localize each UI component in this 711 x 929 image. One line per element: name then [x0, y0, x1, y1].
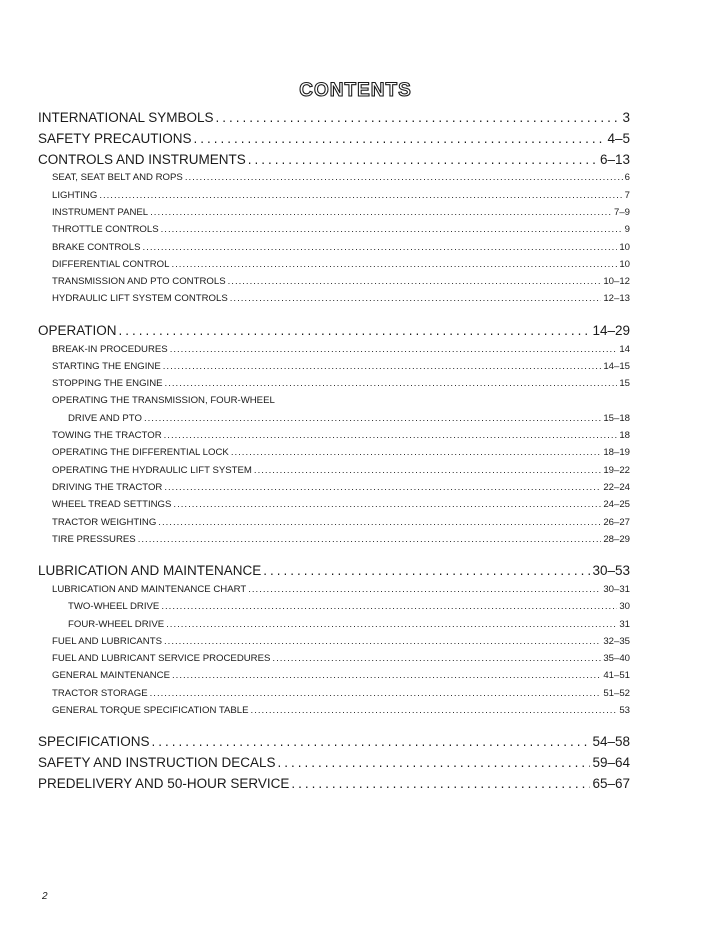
dot-leader	[161, 224, 623, 235]
toc-entry-label: TIRE PRESSURES	[52, 533, 136, 545]
toc-entry-page: 35–40	[603, 653, 630, 665]
toc-entry-page: 18–19	[603, 447, 630, 459]
toc-entry	[38, 447, 630, 464]
toc-entry-label: TRACTOR WEIGHTING	[52, 516, 157, 528]
toc-entry-label: CONTROLS AND INSTRUMENTS	[38, 151, 246, 167]
toc-entry-label: SPECIFICATIONS	[38, 734, 150, 750]
toc-entry-page: 26–27	[603, 516, 630, 528]
toc-entry-label: LUBRICATION AND MAINTENANCE	[38, 563, 262, 579]
toc-entry-page: 9	[624, 224, 630, 236]
toc-entry	[38, 207, 630, 224]
dot-leader	[173, 499, 601, 510]
toc-section-entry	[38, 755, 630, 776]
toc-entry	[38, 688, 630, 705]
toc-entry-page: 15	[619, 378, 630, 390]
toc-section-entry	[38, 152, 630, 173]
dot-leader	[161, 601, 617, 612]
dot-leader	[251, 705, 618, 716]
dot-leader	[164, 482, 601, 493]
dot-leader	[170, 344, 618, 355]
toc-entry-page: 15–18	[603, 412, 630, 424]
table-of-contents	[38, 110, 630, 797]
toc-entry-page: 12–13	[603, 293, 630, 305]
toc-entry-label: TRANSMISSION AND PTO CONTROLS	[52, 276, 226, 288]
dot-leader	[150, 688, 602, 699]
dot-leader	[164, 430, 618, 441]
toc-entry-page: 6–13	[599, 151, 630, 167]
toc-entry-label: THROTTLE CONTROLS	[52, 224, 159, 236]
toc-entry-page: 14	[619, 343, 630, 355]
toc-entry-label: STOPPING THE ENGINE	[52, 378, 163, 390]
toc-entry-label: FUEL AND LUBRICANTS	[52, 635, 162, 647]
toc-entry-page: 14–15	[603, 360, 630, 372]
toc-entry	[38, 636, 630, 653]
toc-entry-page: 31	[619, 618, 630, 630]
toc-entry-label: TOWING THE TRACTOR	[52, 430, 162, 442]
toc-entry-page: 30–31	[603, 583, 630, 595]
toc-entry-page: 10–12	[603, 276, 630, 288]
toc-entry-label: GENERAL TORQUE SPECIFICATION TABLE	[52, 705, 249, 716]
toc-entry-page: 6	[624, 172, 630, 184]
toc-entry-page: 14–29	[592, 322, 630, 338]
toc-entry-label: BREAK-IN PROCEDURES	[52, 343, 168, 355]
toc-section-entry	[38, 734, 630, 755]
toc-entry	[38, 361, 630, 378]
page-number: 2	[42, 891, 48, 902]
section-gap	[38, 551, 630, 563]
toc-entry	[38, 276, 630, 293]
dot-leader	[119, 323, 591, 338]
toc-entry	[38, 413, 630, 430]
dot-leader	[171, 259, 617, 270]
dot-leader	[248, 152, 598, 167]
toc-entry-label: SAFETY AND INSTRUCTION DECALS	[38, 755, 276, 771]
toc-entry-page: 18	[619, 430, 630, 442]
dot-leader	[150, 207, 612, 218]
dot-leader	[278, 755, 591, 770]
toc-entry-page: 7	[624, 189, 630, 201]
toc-entry-label: BRAKE CONTROLS	[52, 241, 141, 253]
toc-entry-page: 59–64	[592, 755, 630, 771]
toc-entry-page: 10	[619, 258, 630, 270]
toc-entry	[38, 584, 630, 601]
dot-leader	[228, 276, 602, 287]
toc-entry-page: 7–9	[613, 206, 630, 218]
toc-entry	[38, 293, 630, 310]
toc-entry-label: SEAT, SEAT BELT AND ROPS	[52, 172, 183, 184]
dot-leader	[143, 242, 618, 253]
toc-entry	[38, 242, 630, 259]
toc-entry-page: 53	[619, 705, 630, 716]
dot-leader	[216, 110, 621, 125]
toc-entry-label: PREDELIVERY AND 50-HOUR SERVICE	[38, 775, 290, 791]
toc-entry-page: 51–52	[603, 687, 630, 699]
toc-section-entry	[38, 563, 630, 584]
toc-entry-page: 22–24	[603, 481, 630, 493]
toc-entry-label: HYDRAULIC LIFT SYSTEM CONTROLS	[52, 293, 228, 305]
toc-entry-page: 30–53	[592, 563, 630, 579]
page-title: CONTENTS	[299, 80, 412, 101]
dot-leader	[99, 190, 622, 201]
toc-entry-label: DRIVING THE TRACTOR	[52, 481, 163, 493]
toc-entry-label: OPERATING THE TRANSMISSION, FOUR-WHEEL	[52, 395, 275, 407]
dot-leader	[263, 563, 590, 578]
toc-entry-page: 4–5	[607, 130, 630, 146]
toc-entry-label: LIGHTING	[52, 189, 98, 201]
toc-section-entry	[38, 110, 630, 131]
toc-entry-label: INTERNATIONAL SYMBOLS	[38, 110, 214, 125]
toc-entry	[38, 430, 630, 447]
section-gap	[38, 722, 630, 734]
toc-section-entry	[38, 776, 630, 797]
toc-entry-page: 41–51	[603, 670, 630, 682]
toc-entry	[38, 482, 630, 499]
toc-entry-label: WHEEL TREAD SETTINGS	[52, 499, 172, 511]
toc-entry	[38, 224, 630, 241]
toc-entry-label: FOUR-WHEEL DRIVE	[68, 618, 165, 630]
dot-leader	[138, 534, 602, 545]
toc-entry-page: 19–22	[603, 464, 630, 476]
toc-entry	[38, 499, 630, 516]
toc-entry	[38, 601, 630, 618]
toc-entry	[38, 670, 630, 687]
toc-entry-page: 54–58	[592, 734, 630, 750]
toc-entry	[38, 517, 630, 534]
toc-entry-page: 28–29	[603, 533, 630, 545]
toc-section-entry	[38, 323, 630, 344]
toc-entry-label: TRACTOR STORAGE	[52, 687, 148, 699]
toc-entry-label: TWO-WHEEL DRIVE	[68, 601, 160, 613]
toc-entry-label: INSTRUMENT PANEL	[52, 206, 149, 218]
toc-entry-label: DRIVE AND PTO	[68, 412, 142, 424]
toc-entry-page: 3	[622, 110, 630, 125]
toc-entry-label: DIFFERENTIAL CONTROL	[52, 258, 170, 270]
toc-entry	[38, 259, 630, 276]
toc-entry	[38, 619, 630, 636]
dot-leader	[291, 776, 590, 791]
toc-entry	[38, 172, 630, 189]
dot-leader	[272, 653, 601, 664]
section-gap	[38, 311, 630, 323]
dot-leader	[158, 517, 601, 528]
toc-entry-page: 24–25	[603, 499, 630, 511]
toc-entry-label: OPERATING THE DIFFERENTIAL LOCK	[52, 447, 229, 459]
dot-leader	[152, 734, 591, 749]
toc-entry	[38, 465, 630, 482]
dot-leader	[231, 447, 602, 458]
toc-entry-label: STARTING THE ENGINE	[52, 360, 161, 372]
toc-entry-page: 10	[619, 241, 630, 253]
dot-leader	[248, 584, 601, 595]
dot-leader	[230, 293, 602, 304]
dot-leader	[254, 465, 601, 476]
dot-leader	[194, 131, 606, 146]
dot-leader	[164, 636, 601, 647]
toc-entry-label: OPERATION	[38, 322, 117, 338]
toc-entry-page: 65–67	[592, 775, 630, 791]
toc-entry-label: FUEL AND LUBRICANT SERVICE PROCEDURES	[52, 653, 271, 665]
dot-leader	[144, 413, 601, 424]
toc-entry-label: LUBRICATION AND MAINTENANCE CHART	[52, 583, 247, 595]
toc-entry	[38, 653, 630, 670]
toc-section-entry	[38, 131, 630, 152]
toc-entry	[38, 705, 630, 722]
toc-entry	[38, 534, 630, 551]
toc-entry-label: OPERATING THE HYDRAULIC LIFT SYSTEM	[52, 464, 252, 476]
toc-entry	[38, 395, 630, 412]
dot-leader	[166, 619, 617, 630]
toc-entry-page: 32–35	[603, 635, 630, 647]
dot-leader	[163, 361, 602, 372]
toc-entry-label: SAFETY PRECAUTIONS	[38, 130, 192, 146]
toc-entry-page: 30	[619, 601, 630, 613]
toc-entry	[38, 378, 630, 395]
dot-leader	[185, 172, 623, 183]
dot-leader	[165, 378, 618, 389]
dot-leader	[172, 670, 601, 681]
toc-entry	[38, 190, 630, 207]
toc-entry	[38, 344, 630, 361]
toc-entry-label: GENERAL MAINTENANCE	[52, 670, 170, 682]
